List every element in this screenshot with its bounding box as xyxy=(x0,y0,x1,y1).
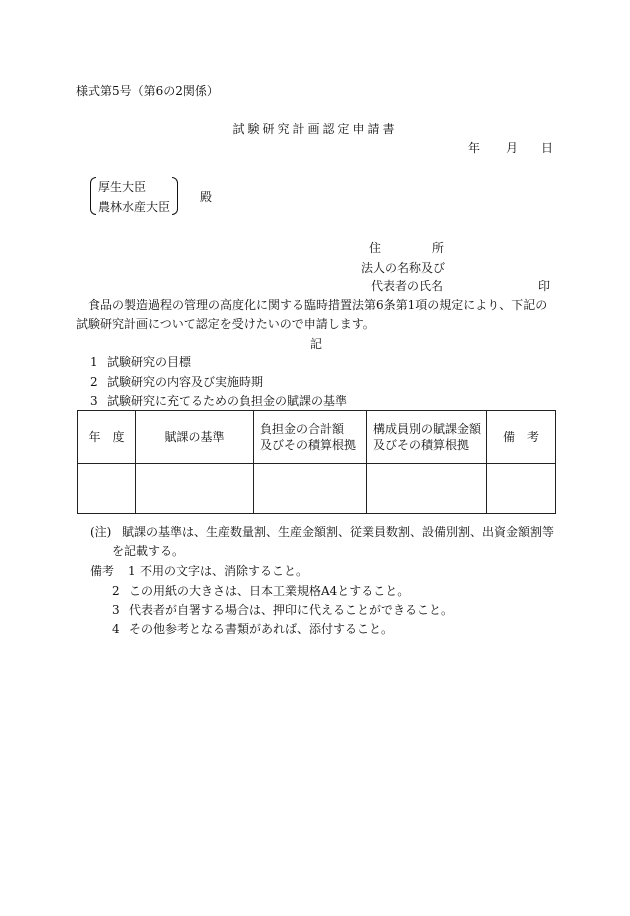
application-statement: 食品の製造過程の管理の高度化に関する臨時措置法第6条第1項の規定により、下記の試験研究計画について認定を受けたいので申請します。 xyxy=(76,298,548,331)
honorific: 殿 xyxy=(200,190,213,204)
address-label-first: 住 xyxy=(369,241,382,255)
corporation-name-label: 法人の名称及び xyxy=(361,261,446,275)
levy-standard-table xyxy=(77,410,556,514)
form-number: 様式第5号（第6の2関係） xyxy=(76,84,219,98)
list-item-number: 1 xyxy=(90,355,98,369)
table-cell[interactable] xyxy=(78,464,136,514)
representative-name-label: 代表者の氏名 xyxy=(371,279,444,293)
list-item-number: 2 xyxy=(90,375,98,389)
header-fiscal-year: 年 度 xyxy=(78,411,136,464)
header-remarks: 備 考 xyxy=(487,411,556,464)
seal-mark: 印 xyxy=(538,279,551,293)
remark-item xyxy=(112,583,409,599)
remark-number: 1 xyxy=(128,564,136,578)
table-cell[interactable] xyxy=(487,464,556,514)
table-cell[interactable] xyxy=(136,464,254,514)
remark-item xyxy=(128,563,308,579)
list-item xyxy=(90,354,191,370)
document-title: 試験研究計画認定申請書 xyxy=(232,122,398,136)
remark-text: 代表者が自署する場合は、押印に代えることができること。 xyxy=(129,603,454,617)
ki-heading: 記 xyxy=(310,337,323,351)
remark-text: 不用の文字は、消除すること。 xyxy=(140,564,309,578)
list-item-text: 試験研究の目標 xyxy=(107,355,192,369)
list-item xyxy=(90,374,263,390)
remark-item xyxy=(112,621,393,637)
date-day-label: 日 xyxy=(541,141,554,155)
date-year-label: 年 xyxy=(468,141,481,155)
table-cell[interactable] xyxy=(254,464,367,514)
header-member-levy: 構成員別の賦課金額 及びその積算根拠 xyxy=(367,411,487,464)
note-text-line1: 賦課の基準は、生産数量割、生産金額割、従業員数割、設備別割、出資金額割等 xyxy=(122,525,555,539)
list-item-text: 試験研究の内容及び実施時期 xyxy=(107,375,264,389)
note-label: (注) xyxy=(90,525,112,539)
list-item xyxy=(90,393,347,409)
table-row xyxy=(78,464,556,514)
date-month-label: 月 xyxy=(506,141,519,155)
left-bracket xyxy=(90,177,96,215)
remark-text: この用紙の大きさは、日本工業規格A4とすること。 xyxy=(129,584,410,598)
right-bracket xyxy=(172,177,178,215)
remark-text: その他参考となる書類があれば、添付すること。 xyxy=(129,622,394,636)
table-cell[interactable] xyxy=(367,464,487,514)
list-item-number: 3 xyxy=(90,394,98,408)
header-total-contribution: 負担金の合計額 及びその積算根拠 xyxy=(254,411,367,464)
addressee-health-minister: 厚生大臣 xyxy=(98,180,147,194)
remarks-label: 備考 xyxy=(90,564,115,578)
remark-number: 3 xyxy=(112,603,120,617)
address-label-second: 所 xyxy=(432,241,445,255)
list-item-text: 試験研究に充てるための負担金の賦課の基準 xyxy=(107,394,348,408)
remark-number: 4 xyxy=(112,622,120,636)
header-levy-standard: 賦課の基準 xyxy=(136,411,254,464)
note-text-line2: を記載する。 xyxy=(112,544,185,558)
addressee-agriculture-minister: 農林水産大臣 xyxy=(98,200,171,214)
table-header-row xyxy=(78,411,556,464)
remark-number: 2 xyxy=(112,584,120,598)
remark-item xyxy=(112,602,453,618)
